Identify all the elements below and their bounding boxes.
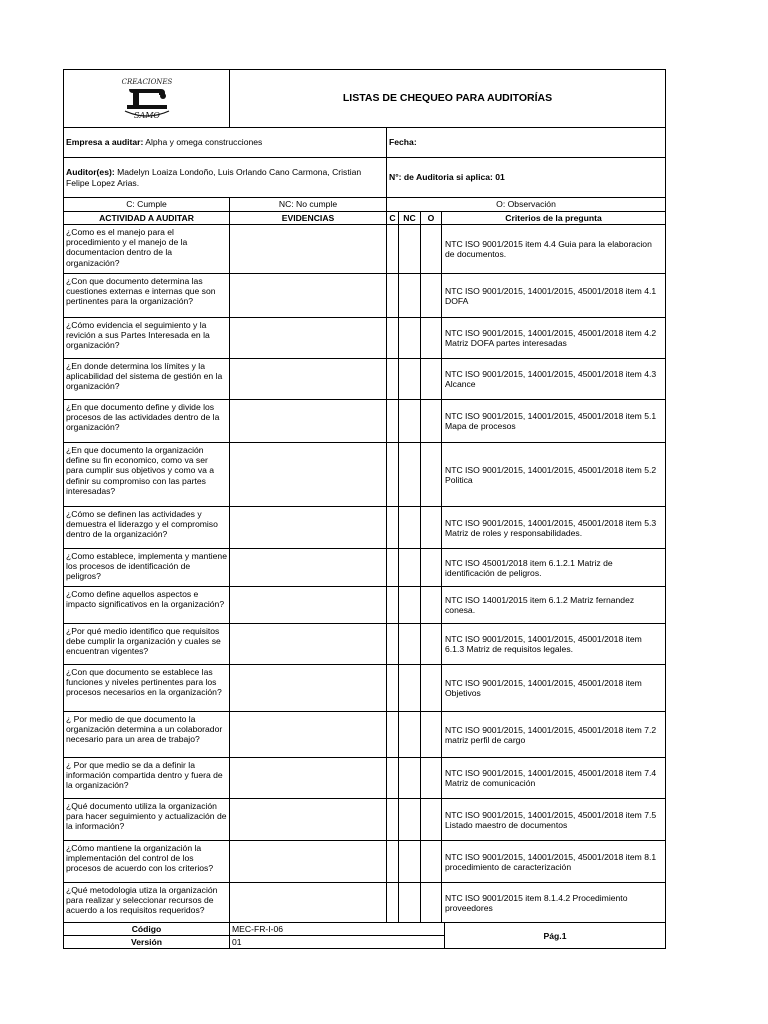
question-text: ¿En que documento define y divide los procesos de las actividades dentro de la organización? bbox=[64, 400, 230, 443]
nc-cell[interactable] bbox=[399, 841, 421, 883]
evidence-cell[interactable] bbox=[230, 624, 387, 665]
question-text: ¿ Por que medio se da a definir la información compartida dentro y fuera de la organización? bbox=[64, 758, 230, 799]
criteria-text: NTC ISO 9001/2015, 14001/2015, 45001/2018 item 4.2 Matriz DOFA partes interesadas bbox=[442, 318, 666, 359]
question-text: ¿Como establece, implementa y mantiene los procesos de identificación de peligros? bbox=[64, 549, 230, 587]
question-text: ¿En que documento la organización define su fin economico, como va ser para cumplir sus objetivos y como va a definir su compromiso con las partes interesadas? bbox=[64, 443, 230, 507]
question-text: ¿Qué metodologia utiza la organización para realizar y seleccionar recursos de acuerdo a los requisitos requeridos? bbox=[64, 883, 230, 923]
sewing-machine-logo-icon bbox=[115, 75, 179, 119]
evidence-cell[interactable] bbox=[230, 443, 387, 507]
c-cell[interactable] bbox=[387, 225, 399, 274]
c-cell[interactable] bbox=[387, 400, 399, 443]
evidence-cell[interactable] bbox=[230, 883, 387, 923]
company-logo bbox=[64, 70, 230, 128]
evidence-cell[interactable] bbox=[230, 799, 387, 841]
c-cell[interactable] bbox=[387, 758, 399, 799]
o-cell[interactable] bbox=[421, 549, 442, 587]
o-cell[interactable] bbox=[421, 318, 442, 359]
o-cell[interactable] bbox=[421, 758, 442, 799]
nc-cell[interactable] bbox=[399, 318, 421, 359]
o-cell[interactable] bbox=[421, 400, 442, 443]
table-row bbox=[64, 587, 666, 624]
c-cell[interactable] bbox=[387, 443, 399, 507]
o-cell[interactable] bbox=[421, 624, 442, 665]
criteria-text: NTC ISO 9001/2015, 14001/2015, 45001/2018 item 5.3 Matriz de roles y responsabilidades. bbox=[442, 507, 666, 549]
table-row bbox=[64, 225, 666, 274]
nc-cell[interactable] bbox=[399, 443, 421, 507]
o-cell[interactable] bbox=[421, 225, 442, 274]
company-field bbox=[64, 128, 387, 158]
code-label: Código bbox=[64, 923, 230, 936]
code-value: MEC-FR-I-06 bbox=[230, 923, 445, 936]
table-row bbox=[64, 665, 666, 712]
criteria-text: NTC ISO 45001/2018 item 6.1.2.1 Matriz de identificación de peligros. bbox=[442, 549, 666, 587]
question-text: ¿Cómo evidencia el seguimiento y la revición a sus Partes Interesada en la organización? bbox=[64, 318, 230, 359]
auditor-label: Auditor(es): bbox=[66, 167, 115, 178]
table-row bbox=[64, 549, 666, 587]
question-text: ¿Cómo se definen las actividades y demuestra el liderazgo y el compromiso dentro de la organización? bbox=[64, 507, 230, 549]
o-cell[interactable] bbox=[421, 359, 442, 400]
nc-cell[interactable] bbox=[399, 624, 421, 665]
evidence-cell[interactable] bbox=[230, 712, 387, 758]
version-value: 01 bbox=[230, 936, 445, 949]
footer-code-row bbox=[64, 923, 666, 936]
o-cell[interactable] bbox=[421, 841, 442, 883]
criteria-text: NTC ISO 9001/2015, 14001/2015, 45001/2018 item 4.1 DOFA bbox=[442, 274, 666, 318]
c-cell[interactable] bbox=[387, 549, 399, 587]
table-row bbox=[64, 274, 666, 318]
nc-cell[interactable] bbox=[399, 274, 421, 318]
c-cell[interactable] bbox=[387, 359, 399, 400]
o-cell[interactable] bbox=[421, 665, 442, 712]
table-row bbox=[64, 841, 666, 883]
nc-cell[interactable] bbox=[399, 758, 421, 799]
question-text: ¿Cómo mantiene la organización la implementación del control de los procesos de acuerdo con los criterios? bbox=[64, 841, 230, 883]
document-title: LISTAS DE CHEQUEO PARA AUDITORÍAS bbox=[230, 70, 666, 128]
table-row bbox=[64, 799, 666, 841]
criteria-text: NTC ISO 9001/2015, 14001/2015, 45001/2018 item 6.1.3 Matriz de requisitos legales. bbox=[442, 624, 666, 665]
legend-cumple: C: Cumple bbox=[64, 198, 230, 212]
column-header-row bbox=[64, 212, 666, 225]
table-row bbox=[64, 624, 666, 665]
nc-cell[interactable] bbox=[399, 712, 421, 758]
o-cell[interactable] bbox=[421, 712, 442, 758]
header-title-row bbox=[64, 70, 666, 128]
criteria-text: NTC ISO 9001/2015 item 4.4 Guia para la elaboracion de documentos. bbox=[442, 225, 666, 274]
evidence-cell[interactable] bbox=[230, 549, 387, 587]
criteria-text: NTC ISO 9001/2015, 14001/2015, 45001/2018 item 7.5 Listado maestro de documentos bbox=[442, 799, 666, 841]
table-row bbox=[64, 758, 666, 799]
legend-no-cumple: NC: No cumple bbox=[230, 198, 387, 212]
question-rows bbox=[64, 225, 666, 923]
criteria-text: NTC ISO 9001/2015, 14001/2015, 45001/2018 item 5.2 Politica bbox=[442, 443, 666, 507]
question-text: ¿Con que documento determina las cuestiones externas e internas que son pertinentes para la organización? bbox=[64, 274, 230, 318]
evidence-cell[interactable] bbox=[230, 318, 387, 359]
nc-cell[interactable] bbox=[399, 587, 421, 624]
col-c: C bbox=[387, 212, 399, 225]
col-nc: NC bbox=[399, 212, 421, 225]
question-text: ¿Qué documento utiliza la organización para hacer seguimiento y actualización de la información? bbox=[64, 799, 230, 841]
evidence-cell[interactable] bbox=[230, 665, 387, 712]
svg-text:CREACIONES: CREACIONES bbox=[121, 78, 172, 87]
criteria-text: NTC ISO 9001/2015, 14001/2015, 45001/2018 item Objetivos bbox=[442, 665, 666, 712]
question-text: ¿ Por medio de que documento la organización determina a un colaborador necesario para un area de trabajo? bbox=[64, 712, 230, 758]
question-text: ¿Con que documento se establece las funciones y niveles pertinentes para los procesos necesarios en la organización? bbox=[64, 665, 230, 712]
table-row bbox=[64, 359, 666, 400]
col-actividad: ACTIVIDAD A AUDITAR bbox=[64, 212, 230, 225]
table-row bbox=[64, 507, 666, 549]
c-cell[interactable] bbox=[387, 799, 399, 841]
nc-cell[interactable] bbox=[399, 549, 421, 587]
evidence-cell[interactable] bbox=[230, 841, 387, 883]
table-row bbox=[64, 318, 666, 359]
nc-cell[interactable] bbox=[399, 799, 421, 841]
criteria-text: NTC ISO 9001/2015, 14001/2015, 45001/2018 item 7.2 matriz perfil de cargo bbox=[442, 712, 666, 758]
evidence-cell[interactable] bbox=[230, 225, 387, 274]
page-number: Pág.1 bbox=[445, 923, 666, 949]
c-cell[interactable] bbox=[387, 624, 399, 665]
audit-checklist-table bbox=[63, 69, 666, 949]
version-label: Versión bbox=[64, 936, 230, 949]
criteria-text: NTC ISO 9001/2015, 14001/2015, 45001/2018 item 8.1 procedimiento de caracterización bbox=[442, 841, 666, 883]
evidence-cell[interactable] bbox=[230, 400, 387, 443]
table-row bbox=[64, 400, 666, 443]
table-row bbox=[64, 443, 666, 507]
nc-cell[interactable] bbox=[399, 400, 421, 443]
o-cell[interactable] bbox=[421, 799, 442, 841]
table-row bbox=[64, 883, 666, 923]
col-evidencias: EVIDENCIAS bbox=[230, 212, 387, 225]
c-cell[interactable] bbox=[387, 318, 399, 359]
audit-number-field: N°: de Auditoria si aplica: 01 bbox=[387, 158, 666, 198]
table-row bbox=[64, 712, 666, 758]
nc-cell[interactable] bbox=[399, 359, 421, 400]
company-row bbox=[64, 128, 666, 158]
c-cell[interactable] bbox=[387, 712, 399, 758]
criteria-text: NTC ISO 9001/2015, 14001/2015, 45001/2018 item 5.1 Mapa de procesos bbox=[442, 400, 666, 443]
auditor-field bbox=[64, 158, 387, 198]
c-cell[interactable] bbox=[387, 883, 399, 923]
company-value: Alpha y omega construcciones bbox=[143, 137, 263, 148]
criteria-text: NTC ISO 9001/2015, 14001/2015, 45001/2018 item 4.3 Alcance bbox=[442, 359, 666, 400]
o-cell[interactable] bbox=[421, 883, 442, 923]
c-cell[interactable] bbox=[387, 841, 399, 883]
evidence-cell[interactable] bbox=[230, 758, 387, 799]
question-text: ¿En donde determina los límites y la aplicabilidad del sistema de gestión en la organización? bbox=[64, 359, 230, 400]
nc-cell[interactable] bbox=[399, 225, 421, 274]
nc-cell[interactable] bbox=[399, 507, 421, 549]
question-text: ¿Como define aquellos aspectos e impacto significativos en la organización? bbox=[64, 587, 230, 624]
legend-observacion: O: Observación bbox=[387, 198, 666, 212]
auditor-row bbox=[64, 158, 666, 198]
criteria-text: NTC ISO 9001/2015 item 8.1.4.2 Procedimiento proveedores bbox=[442, 883, 666, 923]
o-cell[interactable] bbox=[421, 274, 442, 318]
question-text: ¿Por qué medio identifico que requisitos debe cumplir la organización y cuales se encuentran vigentes? bbox=[64, 624, 230, 665]
svg-text:SAMO: SAMO bbox=[133, 111, 160, 120]
c-cell[interactable] bbox=[387, 665, 399, 712]
col-criterios: Criterios de la pregunta bbox=[442, 212, 666, 225]
date-field bbox=[387, 128, 666, 158]
evidence-cell[interactable] bbox=[230, 507, 387, 549]
evidence-cell[interactable] bbox=[230, 359, 387, 400]
c-cell[interactable] bbox=[387, 587, 399, 624]
c-cell[interactable] bbox=[387, 507, 399, 549]
criteria-text: NTC ISO 14001/2015 item 6.1.2 Matriz fernandez conesa. bbox=[442, 587, 666, 624]
evidence-cell[interactable] bbox=[230, 587, 387, 624]
criteria-text: NTC ISO 9001/2015, 14001/2015, 45001/2018 item 7.4 Matriz de comunicación bbox=[442, 758, 666, 799]
nc-cell[interactable] bbox=[399, 883, 421, 923]
c-cell[interactable] bbox=[387, 274, 399, 318]
o-cell[interactable] bbox=[421, 443, 442, 507]
legend-row bbox=[64, 198, 666, 212]
nc-cell[interactable] bbox=[399, 665, 421, 712]
company-label: Empresa a auditar: bbox=[66, 137, 144, 148]
auditor-value: Madelyn Loaiza Londoño, Luis Orlando Cano Carmona, Cristian Felipe Lopez Arias. bbox=[66, 167, 362, 188]
evidence-cell[interactable] bbox=[230, 274, 387, 318]
date-label: Fecha: bbox=[389, 137, 417, 148]
o-cell[interactable] bbox=[421, 507, 442, 549]
col-o: O bbox=[421, 212, 442, 225]
question-text: ¿Como es el manejo para el procedimiento y el manejo de la documentacion dentro de la organización? bbox=[64, 225, 230, 274]
o-cell[interactable] bbox=[421, 587, 442, 624]
